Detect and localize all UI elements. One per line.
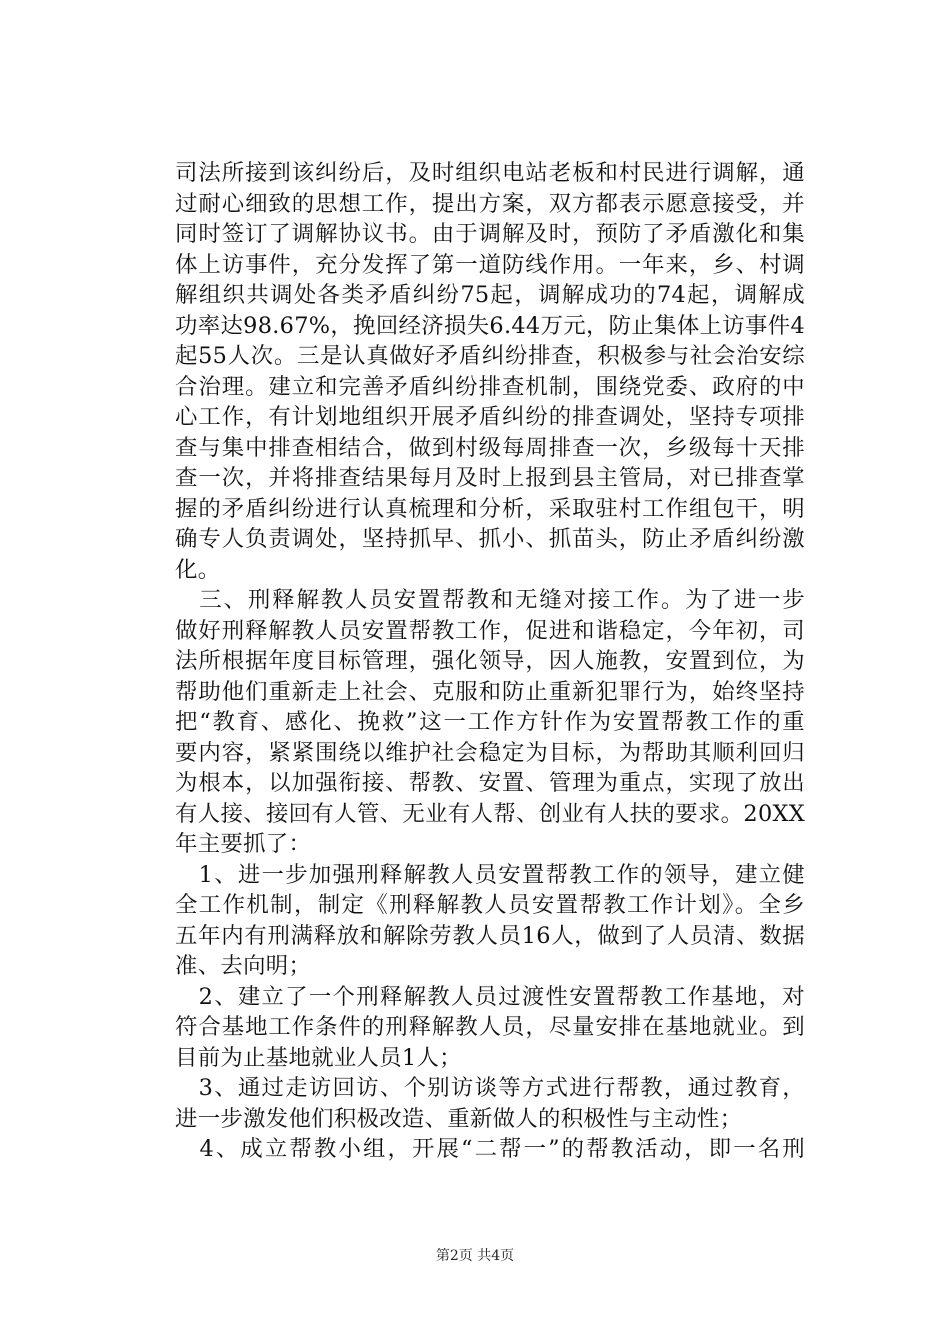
text-line: 要内容，紧紧围绕以维护社会稳定为目标，为帮助其顺利回归 — [175, 739, 805, 766]
text-line: 1、进一步加强刑释解教人员安置帮教工作的领导，建立健 — [175, 861, 805, 888]
text-line: 2、建立了一个刑释解教人员过渡性安置帮教工作基地，对 — [175, 983, 805, 1010]
document-body — [175, 158, 805, 1165]
text-line: 法所根据年度目标管理，强化领导，因人施教，安置到位，为 — [175, 648, 805, 674]
text-line: 帮助他们重新走上社会、克服和防止重新犯罪行为，始终坚持 — [175, 678, 805, 705]
text-line: 过耐心细致的思想工作，提出方案，双方都表示愿意接受，并 — [175, 190, 805, 217]
text-line: 心工作，有计划地组织开展矛盾纠纷的排查调处，坚持专项排 — [175, 404, 805, 430]
text-line: 把“教育、感化、挽救”这一工作方针作为安置帮教工作的重 — [175, 709, 805, 735]
text-line: 查一次，并将排查结果每月及时上报到县主管局，对已排查掌 — [175, 465, 805, 491]
page-footer — [0, 1245, 950, 1265]
text-line: 功率达98.67%，挽回经济损失6.44万元，防止集体上访事件4 — [175, 312, 805, 339]
text-line: 目前为止基地就业人员1人； — [175, 1044, 462, 1071]
text-line: 年主要抓了： — [175, 831, 312, 857]
text-line: 做好刑释解教人员安置帮教工作，促进和谐稳定，今年初，司 — [175, 617, 805, 644]
text-line: 五年内有刑满释放和解除劳教人员16人，做到了人员清、数据 — [175, 922, 805, 949]
text-line: 体上访事件，充分发挥了第一道防线作用。一年来，乡、村调 — [175, 251, 805, 278]
text-line: 准、去向明； — [175, 953, 312, 979]
text-line: 全工作机制，制定《刑释解教人员安置帮教工作计划》。全乡 — [175, 892, 805, 918]
text-line: 同时签订了调解协议书。由于调解及时，预防了矛盾激化和集 — [175, 221, 805, 247]
text-line: 进一步激发他们积极改造、重新做人的积极性与主动性； — [175, 1105, 743, 1132]
text-line: 司法所接到该纠纷后，及时组织电站老板和村民进行调解，通 — [175, 160, 805, 186]
page-indicator: 第2页 共4页 — [435, 1248, 515, 1264]
text-line: 合治理。建立和完善矛盾纠纷排查机制，围绕党委、政府的中 — [175, 373, 805, 400]
text-line: 4、成立帮教小组，开展“二帮一”的帮教活动，即一名刑 — [175, 1136, 805, 1162]
text-line: 3、通过走访回访、个别访谈等方式进行帮教，通过教育， — [175, 1075, 805, 1101]
text-line: 解组织共调处各类矛盾纠纷75起，调解成功的74起，调解成 — [175, 282, 805, 308]
text-line: 符合基地工作条件的刑释解教人员，尽量安排在基地就业。到 — [175, 1014, 805, 1040]
text-line: 起55人次。三是认真做好矛盾纠纷排查，积极参与社会治安综 — [175, 343, 805, 369]
text-line: 为根本，以加强衔接、帮教、安置、管理为重点，实现了放出 — [175, 770, 805, 796]
text-line: 握的矛盾纠纷进行认真梳理和分析，采取驻村工作组包干，明 — [175, 495, 805, 522]
text-line: 有人接、接回有人管、无业有人帮、创业有人扶的要求。20XX — [175, 800, 805, 827]
text-line: 确专人负责调处，坚持抓早、抓小、抓苗头，防止矛盾纠纷激 — [175, 526, 805, 552]
text-line: 化。 — [175, 556, 221, 583]
text-line: 三、刑释解教人员安置帮教和无缝对接工作。为了进一步 — [175, 587, 805, 613]
text-line: 查与集中排查相结合，做到村级每周排查一次，乡级每十天排 — [175, 434, 805, 461]
